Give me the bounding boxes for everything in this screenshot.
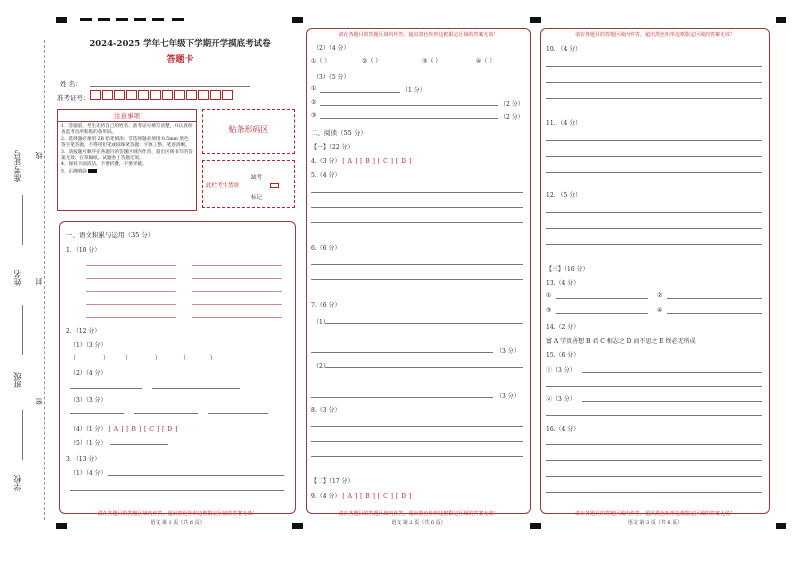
answer-line[interactable] [311,456,523,457]
circle-label: ③ [311,112,317,119]
question-label: 4.（3 分） [ A ] [ B ] [ C ] [ D ] [311,158,412,165]
score-label: （2 分） [500,101,524,108]
answer-line[interactable] [556,313,648,314]
answer-line[interactable] [192,278,282,279]
answer-line[interactable] [546,492,762,493]
answer-line[interactable] [152,388,240,389]
side-label-class: 班级 [13,372,22,388]
part-label: 【二】（17 分） [311,478,354,485]
note-item: 4．保持卡面清洁，不要折叠，不要弄破。 [61,162,147,168]
answer-line[interactable] [311,264,523,265]
registration-mark [530,17,541,23]
subquestion-label: （1）（4 分） [70,470,107,477]
score-label: （2 分） [500,114,524,121]
answer-line[interactable] [546,476,762,477]
circle-label: ① [546,292,552,299]
answer-line[interactable] [86,304,176,305]
answer-line[interactable] [192,317,282,318]
answer-line[interactable] [311,441,523,442]
note-item: 1．答题前，考生先将自己的姓名、准考证号填写清楚，并认真检查监考员所粘贴的条形码。 [61,124,193,136]
question-label: 12. （5 分） [546,192,582,199]
answer-line[interactable] [546,460,762,461]
answer-line[interactable] [320,105,498,106]
boundary-warning: 请在各题目的答题区域内作答，超出黑色矩形边框限定区域的答案无效！ [574,32,735,38]
answer-line[interactable] [546,98,762,99]
notes-box [57,109,197,211]
question-label: 2．（12 分） [66,328,101,335]
secret-label: 密 [35,398,43,405]
boundary-warning: 请在各题目的答题区域内作答，超出黑色矩形边框限定区域的答案无效！ [574,511,735,517]
answer-line[interactable] [70,388,142,389]
circle-label: ② [657,292,663,299]
answer-line[interactable] [582,401,762,402]
answer-line[interactable] [582,372,762,373]
subquestion-label: （3）（3 分） [70,397,107,404]
paren: （ [180,355,187,362]
blank: ③（ ） [422,58,442,65]
absent-text: 此栏考生禁填 [206,183,240,189]
cut-line-label: 线 [35,152,43,159]
answer-line[interactable] [192,291,282,292]
timing-mark [116,18,128,21]
answer-line[interactable] [192,265,282,266]
part-label: 【三】（16 分） [546,266,589,273]
question-label: 9.（4 分） [ A ] [ B ] [ C ] [ D ] [311,493,412,500]
answer-line[interactable] [110,444,168,445]
answer-line[interactable] [311,192,523,193]
answer-line[interactable] [556,298,648,299]
cut-dashed-line [44,40,45,520]
question-label: 15.（6 分） [546,352,580,359]
subquestion-label: （2）（4 分） [313,45,350,52]
subquestion-label: （1） [313,319,329,326]
answer-sheet-subtitle: 答题卡 [166,55,194,65]
paren: （ [122,355,129,362]
answer-line[interactable] [208,413,268,414]
answer-line[interactable] [546,444,762,445]
name-label: 姓 名： [60,80,82,88]
paren: ） [155,355,162,362]
score-label: （3 分） [496,393,520,400]
answer-line[interactable] [86,291,176,292]
answer-line[interactable] [546,172,762,173]
question-label: 16.（4 分） [546,426,580,433]
question-label: 5.（4 分） [311,172,341,179]
section-title: 一、语文积累与运用（35 分） [66,231,155,239]
boundary-warning: 请在各题目的答题区域内作答，超出黑色矩形边框限定区域的答案无效！ [338,511,499,517]
answer-line[interactable] [320,118,498,119]
answer-line[interactable] [311,397,493,398]
question-label: 1．（10 分） [66,247,101,254]
timing-mark [172,18,184,21]
absent-checkbox[interactable] [270,183,279,188]
answer-line[interactable] [192,304,282,305]
side-label-ticket: 准考证号 [13,150,22,182]
absent-box [202,160,295,208]
subquestion-label: （2）（4 分） [70,370,107,377]
circle-label: ① [311,85,317,92]
answer-line[interactable] [311,207,523,208]
question-label: 13.（4 分） [546,280,580,287]
answer-line[interactable] [546,386,762,387]
timing-mark [80,18,92,21]
answer-line[interactable] [311,352,493,353]
subquestion-label: （5）（1 分） [70,440,107,447]
subquestion-label: ①（3 分） [546,367,576,374]
notes-title: 注意事项 [58,110,196,122]
page-footer: 语文 第 2 页（共 6 页） [391,520,446,526]
timing-mark [152,18,164,21]
answer-line[interactable] [667,313,762,314]
answer-line[interactable] [70,490,284,491]
answer-line[interactable] [325,323,523,324]
blank: ①（ ） [311,58,331,65]
choice-options[interactable]: [ A ] [ B ] [ C ] [ D ] [342,158,412,165]
score-label: （3 分） [496,348,520,355]
question-label: 6.（6 分） [311,245,341,252]
question-label: 3．（13 分） [66,456,101,463]
absent-mark-label: 标记 [251,195,263,201]
barcode-area [202,109,295,154]
answer-line[interactable] [546,82,762,83]
circle-label: ② [311,99,317,106]
answer-line[interactable] [86,278,176,279]
exam-title: 2024-2025 学年七年级下学期开学摸底考试卷 [89,39,271,49]
answer-line[interactable] [108,475,284,476]
answer-line[interactable] [311,279,523,280]
subquestion-label: （3）（5 分） [313,74,350,81]
side-label-school: 学校 [13,475,22,491]
paren: （ [70,355,77,362]
answer-line[interactable] [320,92,400,93]
timing-mark [134,18,146,21]
subquestion-label: （4）（1 分） [ A ] [ B ] [ C ] [ D ] [70,426,178,433]
answer-line[interactable] [325,367,523,368]
registration-mark [776,523,786,529]
answer-line[interactable] [311,222,523,223]
question-label: 14.（2 分） [546,324,580,331]
paren: ） [103,355,110,362]
answer-line[interactable] [667,298,762,299]
registration-mark [776,17,786,23]
subquestion-label: ②（3 分） [546,396,576,403]
subquestion-label: （1）（3 分） [70,342,107,349]
answer-line[interactable] [311,426,523,427]
sentence-text: 富 A 学贵善想 B 君 C 相志之 D 而不思之 E 终必无所成 [546,338,696,345]
side-label-name: 姓名 [13,270,22,286]
note-item: 3．请按题号顺序在各题目的答题区域内作答，超出区域书写的答案无效；在草稿纸、试题卷上答题无效。 [61,149,193,162]
answer-line[interactable] [86,265,176,266]
page-footer: 语文 第 1 页（共 6 页） [150,520,205,526]
answer-line[interactable] [134,413,198,414]
circle-label: ③ [546,307,552,314]
choice-options[interactable]: [ A ] [ B ] [ C ] [ D ] [108,426,178,433]
subquestion-label: （2） [313,363,329,370]
fill-underline [22,195,23,245]
answer-line[interactable] [70,413,124,414]
answer-line[interactable] [86,317,176,318]
absent-mark-label: 缺考 [251,175,263,181]
question-label: 7.（6 分） [311,302,341,309]
answer-line[interactable] [546,140,762,141]
page-footer: 语文 第 3 页（共 6 页） [627,520,683,526]
answer-line[interactable] [546,66,762,67]
name-field[interactable] [90,86,250,87]
blank: ②（ ） [362,58,382,65]
answer-line[interactable] [546,244,762,245]
question-label: 8.（3 分） [311,407,341,414]
boundary-warning: 请在各题目的答题区域内作答，超出黑色矩形边框限定区域的答案无效！ [97,511,258,517]
paren: ） [210,355,217,362]
fill-underline [22,410,23,460]
timing-mark [98,18,110,21]
answer-line[interactable] [546,228,762,229]
note-item: 2．选择题必须用 2B 铅笔填涂；非选择题必须用 0.5mm 黑色签字笔答题，不得用铅笔或圆珠笔答题；字体工整、笔迹清晰。 [61,136,190,149]
registration-mark [292,17,303,23]
question-label: 10. （4 分） [546,46,582,53]
question-label: 11. （4 分） [546,120,582,127]
score-label: （1 分） [402,87,426,94]
answer-line[interactable] [546,415,762,416]
fill-underline [22,305,23,355]
part-label: 【一】（22 分） [311,144,354,151]
section-title: 二、阅读（55 分） [311,129,367,137]
blank: ④（ ） [476,58,496,65]
barcode-label: 贴条形码区 [228,125,269,134]
note-item: 5．正确填涂 [61,169,193,176]
answer-line[interactable] [546,156,762,157]
answer-line[interactable] [546,212,762,213]
choice-options[interactable]: [ A ] [ B ] [ C ] [ D ] [342,493,412,500]
ticket-label: 准考证号： [57,94,90,102]
registration-mark [56,17,67,23]
boundary-warning: 请在各题目的答题区域内作答，超出黑色矩形边框限定区域的答案无效！ [338,32,499,38]
circle-label: ④ [657,307,663,314]
seal-label: 封 [35,278,43,285]
ticket-number-boxes[interactable] [90,90,234,102]
